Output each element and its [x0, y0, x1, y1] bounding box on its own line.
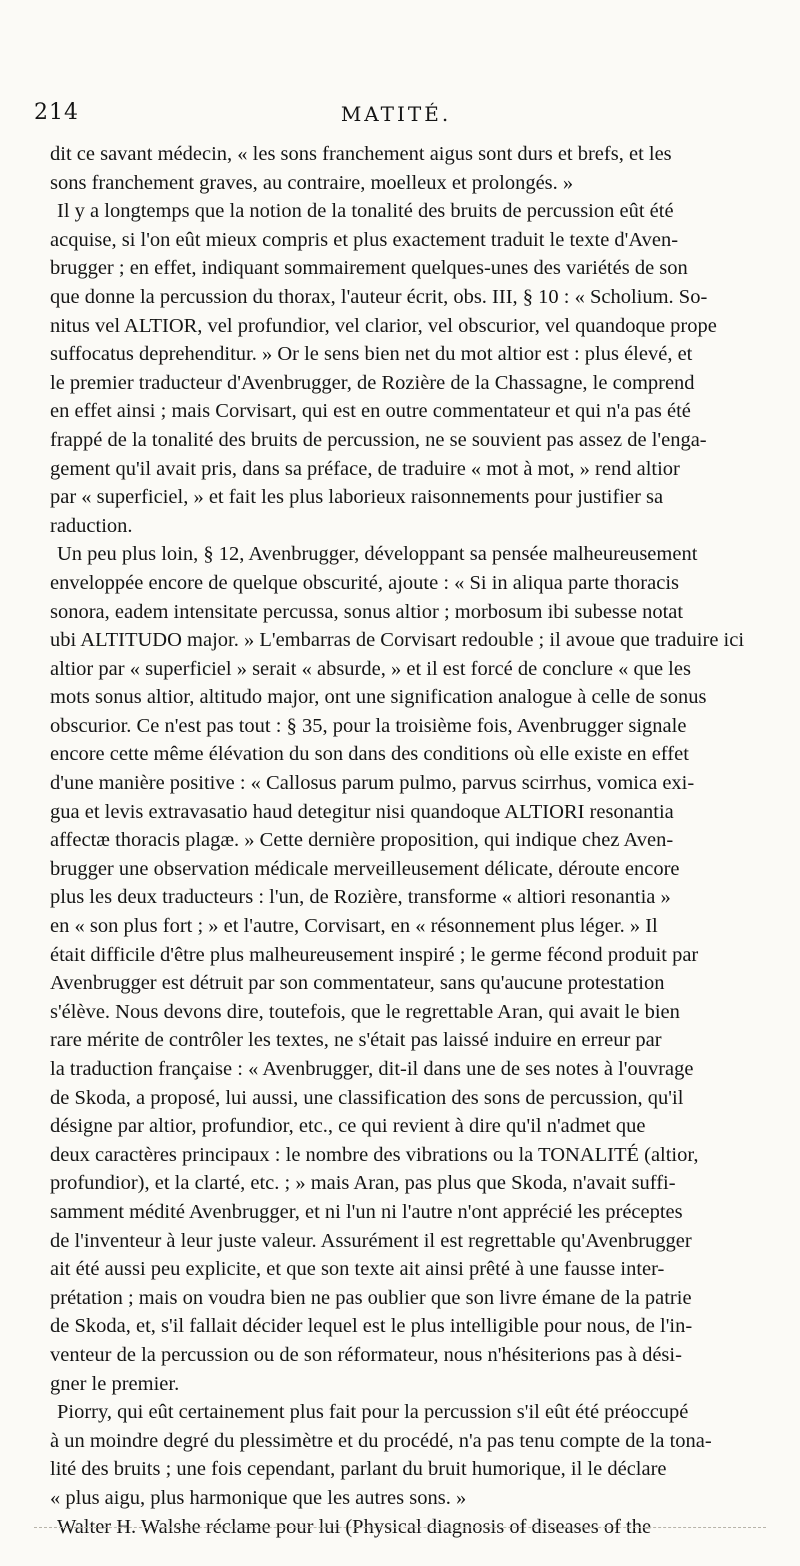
- text-line: que donne la percussion du thorax, l'auteur écrit, obs. III, § 10 : « Scholium. So-: [50, 285, 708, 308]
- paragraph: [50, 140, 762, 197]
- text-line: sons franchement graves, au contraire, moelleux et prolongés. »: [50, 171, 574, 194]
- paragraph: [50, 540, 762, 1398]
- text-line: ait été aussi peu explicite, et que son texte ait ainsi prêté à une fausse inter-: [50, 1258, 665, 1281]
- text-line: « plus aigu, plus harmonique que les autres sons. »: [50, 1486, 467, 1509]
- running-title: MATITÉ.: [340, 102, 452, 126]
- text-line: deux caractères principaux : le nombre des vibrations ou la TONALITÉ (altior,: [50, 1143, 699, 1166]
- text-line: lité des bruits ; une fois cependant, parlant du bruit humorique, il le déclare: [50, 1458, 667, 1481]
- text-line: Il y a longtemps que la notion de la tonalité des bruits de percussion eût été: [57, 200, 674, 223]
- text-line: frappé de la tonalité des bruits de percussion, ne se souvient pas assez de l'enga-: [50, 428, 707, 451]
- text-line: samment médité Avenbrugger, et ni l'un ni l'autre n'ont apprécié les préceptes: [50, 1200, 683, 1223]
- text-line: par « superficiel, » et fait les plus laborieux raisonnements pour justifier sa: [50, 486, 664, 509]
- text-line: s'élève. Nous devons dire, toutefois, que le regrettable Aran, qui avait le bien: [50, 1000, 680, 1023]
- text-line: Piorry, qui eût certainement plus fait pour la percussion s'il eût été préoccupé: [57, 1401, 689, 1424]
- text-line: le premier traducteur d'Avenbrugger, de Rozière de la Chassagne, le comprend: [50, 371, 695, 394]
- text-line: Avenbrugger est détruit par son commentateur, sans qu'aucune protestation: [50, 972, 665, 995]
- text-line: suffocatus deprehenditur. » Or le sens bien net du mot altior est : plus élevé, et: [50, 343, 693, 366]
- text-line: en effet ainsi ; mais Corvisart, qui est en outre commentateur et qui n'a pas été: [50, 400, 691, 423]
- text-line: altior par « superficiel » serait « absurde, » et il est forcé de conclure « que les: [50, 657, 691, 680]
- text-line: plus les deux traducteurs : l'un, de Rozière, transforme « altiori resonantia »: [50, 886, 671, 909]
- text-line: gement qu'il avait pris, dans sa préface, de traduire « mot à mot, » rend altior: [50, 457, 680, 480]
- text-line: venteur de la percussion ou de son réformateur, nous n'hésiterions pas à dési-: [50, 1343, 682, 1366]
- page-number: 214: [34, 100, 79, 125]
- paragraph: [50, 197, 762, 540]
- text-line: brugger ; en effet, indiquant sommairement quelques-unes des variétés de son: [50, 257, 688, 280]
- text-line: était difficile d'être plus malheureusement inspiré ; le germe fécond produit par: [50, 943, 699, 966]
- text-line: acquise, si l'on eût mieux compris et plus exactement traduit le texte d'Aven-: [50, 228, 679, 251]
- page-header: [34, 100, 758, 136]
- text-line: enveloppée encore de quelque obscurité, ajoute : « Si in aliqua parte thoracis: [50, 571, 680, 594]
- text-line: de Skoda, a proposé, lui aussi, une classification des sons de percussion, qu'il: [50, 1086, 684, 1109]
- text-line: de l'inventeur à leur juste valeur. Assurément il est regrettable qu'Avenbrugger: [50, 1229, 692, 1252]
- text-line: gner le premier.: [50, 1372, 180, 1395]
- text-line: à un moindre degré du plessimètre et du procédé, n'a pas tenu compte de la tona-: [50, 1429, 712, 1452]
- text-line: encore cette même élévation du son dans des conditions où elle existe en effet: [50, 743, 689, 766]
- text-line: mots sonus altior, altitudo major, ont une signification analogue à celle de sonus: [50, 686, 707, 709]
- footer-rule: [34, 1527, 766, 1528]
- text-line: affectæ thoracis plagæ. » Cette dernière proposition, qui indique chez Aven-: [50, 829, 674, 852]
- paragraph: [50, 1398, 762, 1512]
- text-line: nitus vel ALTIOR, vel profundior, vel clarior, vel obscurior, vel quandoque prope: [50, 314, 717, 337]
- text-line: désigne par altior, profundior, etc., ce qui revient à dire qu'il n'admet que: [50, 1115, 646, 1138]
- text-line: obscurior. Ce n'est pas tout : § 35, pour la troisième fois, Avenbrugger signale: [50, 714, 687, 737]
- text-line: raduction.: [50, 514, 133, 537]
- text-line: dit ce savant médecin, « les sons franchement aigus sont durs et brefs, et les: [50, 143, 672, 165]
- text-line: Walter H. Walshe réclame pour lui (Physical diagnosis of diseases of the: [57, 1515, 652, 1538]
- text-line: d'une manière positive : « Callosus parum pulmo, parvus scirrhus, vomica exi-: [50, 772, 695, 795]
- text-line: en « son plus fort ; » et l'autre, Corvisart, en « résonnement plus léger. » Il: [50, 915, 658, 938]
- text-line: sonora, eadem intensitate percussa, sonus altior ; morbosum ibi subesse notat: [50, 600, 684, 623]
- text-line: brugger une observation médicale merveilleusement délicate, déroute encore: [50, 857, 680, 880]
- text-line: de Skoda, et, s'il fallait décider lequel est le plus intelligible pour nous, de l'in-: [50, 1315, 693, 1338]
- text-line: ubi ALTITUDO major. » L'embarras de Corvisart redouble ; il avoue que traduire ici: [50, 629, 745, 652]
- text-line: profundior), et la clarté, etc. ; » mais Aran, pas plus que Skoda, n'avait suffi-: [50, 1172, 676, 1195]
- text-line: rare mérite de contrôler les textes, ne s'était pas laissé induire en erreur par: [50, 1029, 662, 1052]
- text-line: gua et levis extravasatio haud detegitur nisi quandoque ALTIORI resonantia: [50, 800, 674, 823]
- body-text: [50, 140, 762, 1541]
- text-line: la traduction française : « Avenbrugger, dit-il dans une de ses notes à l'ouvrage: [50, 1058, 694, 1080]
- text-line: prétation ; mais on voudra bien ne pas oublier que son livre émane de la patrie: [50, 1286, 692, 1309]
- text-line: Un peu plus loin, § 12, Avenbrugger, développant sa pensée malheureusement: [57, 543, 698, 566]
